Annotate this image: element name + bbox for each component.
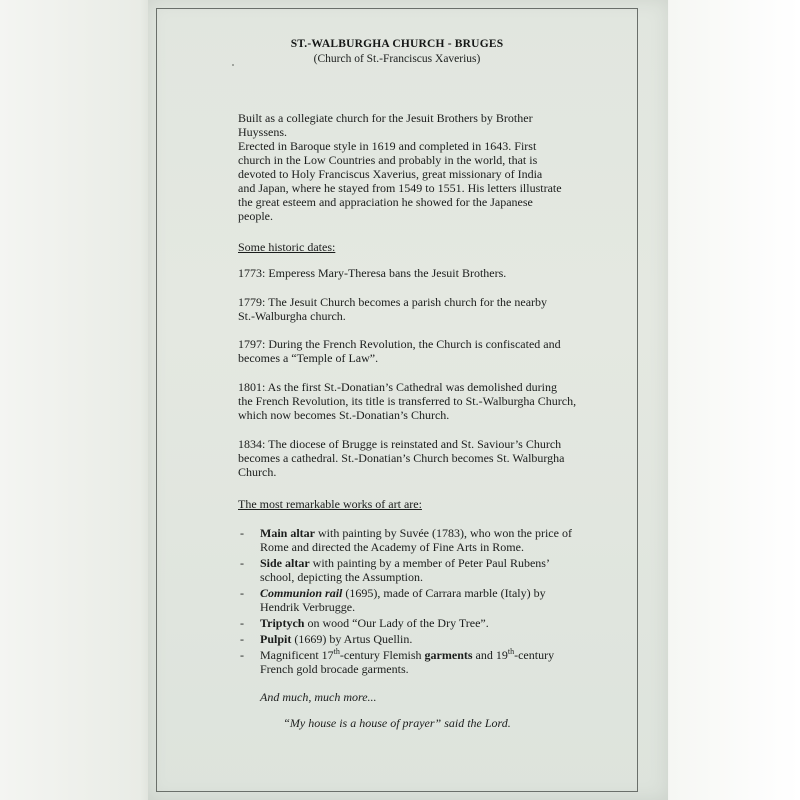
date-line: which now becomes St.-Donatian’s Church. xyxy=(238,408,450,422)
art-item-text: (1695), made of Carrara marble (Italy) by xyxy=(342,586,546,600)
ordinal-suffix: th xyxy=(507,647,515,656)
art-item-name: Pulpit xyxy=(260,632,292,646)
date-line: becomes a “Temple of Law”. xyxy=(238,351,379,365)
art-item-text: -century Flemish xyxy=(339,648,425,662)
art-item-text: Magnificent 17 xyxy=(260,648,334,662)
art-item-text: school, depicting the Assumption. xyxy=(260,570,423,584)
art-item-main-altar xyxy=(238,526,618,554)
intro-line: and Japan, where he stayed from 1549 to 1551. His letters illustrate xyxy=(238,181,562,195)
date-line: Church. xyxy=(238,465,277,479)
bullet-dash: - xyxy=(240,586,244,600)
intro-line: devoted to Holy Franciscus Xaverius, great missionary of India xyxy=(238,167,543,181)
art-item-name: Side altar xyxy=(260,556,310,570)
art-item-text: French gold brocade garments. xyxy=(260,662,409,676)
intro-line: church in the Low Countries and probably in the world, that is xyxy=(238,153,538,167)
art-item-text: and 19 xyxy=(472,648,508,662)
intro-line: Huyssens. xyxy=(238,125,288,139)
date-entry-1797 xyxy=(238,337,618,365)
art-item-text: on wood “Our Lady of the Dry Tree”. xyxy=(304,616,489,630)
art-item-pulpit xyxy=(238,632,618,646)
art-item-name: Main altar xyxy=(260,526,315,540)
art-item-name: Triptych xyxy=(260,616,305,630)
bullet-dash: - xyxy=(240,526,244,540)
art-item-text: (1669) by Artus Quellin. xyxy=(291,632,413,646)
dates-heading: Some historic dates: xyxy=(238,240,336,254)
ordinal-suffix: th xyxy=(333,647,340,656)
art-item-text: with painting by Suvée (1783), who won the price of xyxy=(315,526,572,540)
date-line: 1834: The diocese of Brugge is reinstated and St. Saviour’s Church xyxy=(238,437,562,451)
date-line: 1779: The Jesuit Church becomes a parish church for the nearby xyxy=(238,295,548,309)
date-line: the French Revolution, its title is transferred to St.-Walburgha Church, xyxy=(238,394,577,408)
art-item-name: Communion rail xyxy=(260,586,343,600)
date-line: 1801: As the first St.-Donatian’s Cathedral was demolished during xyxy=(238,380,557,394)
art-item-side-altar xyxy=(238,556,618,584)
art-list xyxy=(238,526,618,678)
date-line: 1773: Emperess Mary-Theresa bans the Jesuit Brothers. xyxy=(238,266,507,280)
art-item-name: garments xyxy=(424,648,473,662)
date-entry-1801 xyxy=(238,380,618,422)
notice-title: ST.-WALBURGHA CHURCH - BRUGES xyxy=(290,38,504,50)
intro-line: people. xyxy=(238,209,273,223)
art-heading: The most remarkable works of art are: xyxy=(238,497,422,511)
intro-line: Erected in Baroque style in 1619 and completed in 1643. First xyxy=(238,139,537,153)
notice-subtitle: (Church of St.-Franciscus Xaverius) xyxy=(313,53,481,65)
closing-remark: And much, much more... xyxy=(260,690,377,704)
intro-line: Built as a collegiate church for the Jesuit Brothers by Brother xyxy=(238,111,533,125)
art-item-triptych xyxy=(238,616,618,630)
art-item-communion-rail xyxy=(238,586,618,614)
art-item-text: with painting by a member of Peter Paul Rubens’ xyxy=(309,556,550,570)
intro-line: the great esteem and appraciation he showed for the Japanese xyxy=(238,195,533,209)
date-line: 1797: During the French Revolution, the Church is confiscated and xyxy=(238,337,561,351)
bullet-dash: - xyxy=(240,556,244,570)
date-entry-1834 xyxy=(238,437,618,479)
date-entry-1779 xyxy=(238,295,618,323)
closing-quote: “My house is a house of prayer” said the Lord. xyxy=(283,716,511,730)
date-line: becomes a cathedral. St.-Donatian’s Church becomes St. Walburgha xyxy=(238,451,565,465)
bullet-dash: - xyxy=(240,632,244,646)
art-item-text: -century xyxy=(514,648,555,662)
intro-paragraph xyxy=(238,111,618,223)
bullet-dash: - xyxy=(240,616,244,630)
art-item-text: Rome and directed the Academy of Fine Arts in Rome. xyxy=(260,540,524,554)
art-item-garments xyxy=(238,648,618,676)
date-entry-1773 xyxy=(238,266,618,280)
date-line: St.-Walburgha church. xyxy=(238,309,346,323)
bullet-dash: - xyxy=(240,648,244,662)
art-item-text: Hendrik Verbrugge. xyxy=(260,600,356,614)
